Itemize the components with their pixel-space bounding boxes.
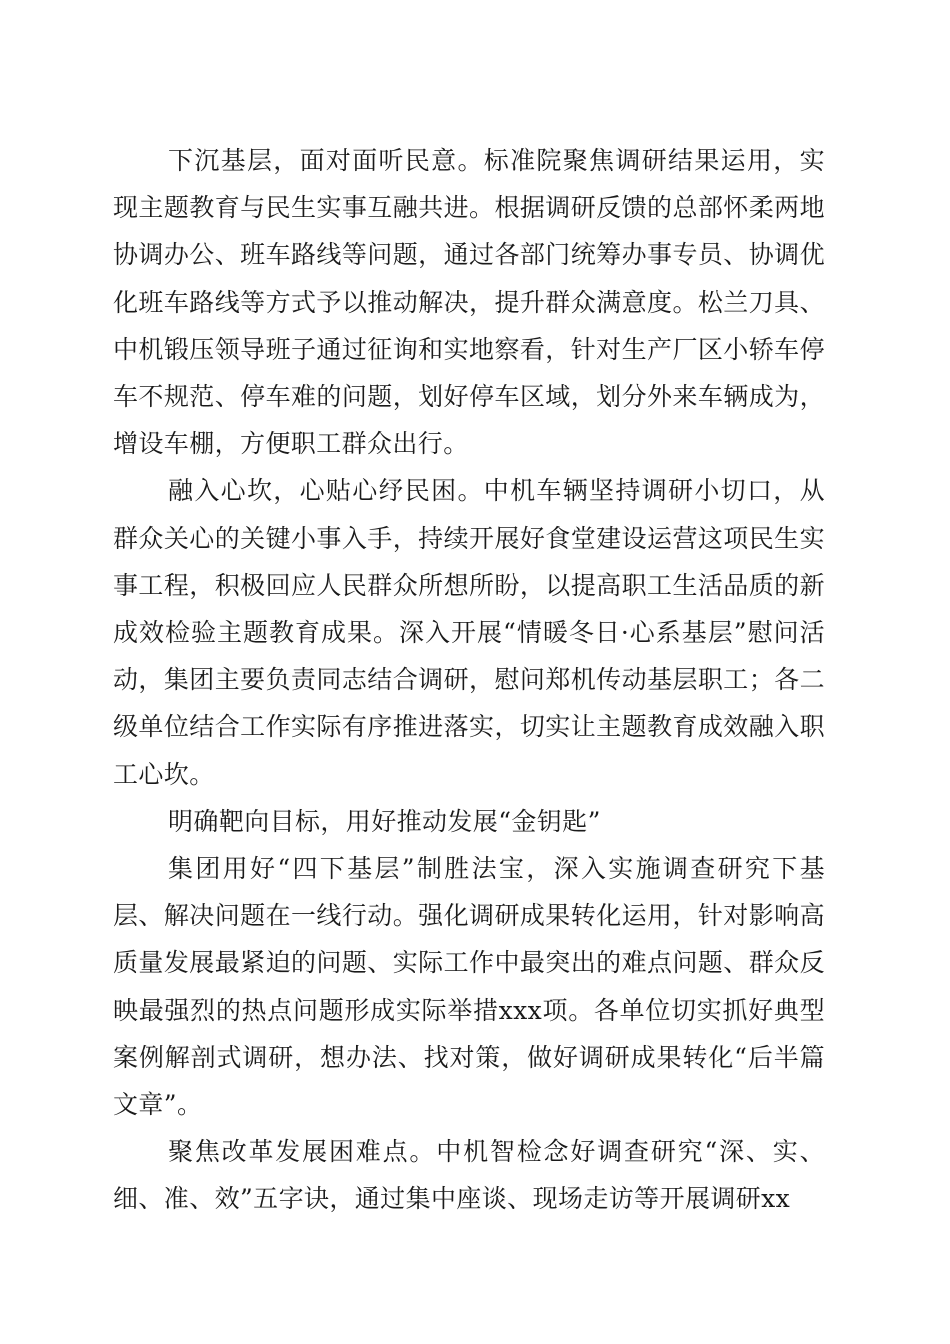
document-body xyxy=(113,137,825,1223)
paragraph-grassroots: 下沉基层，面对面听民意。标准院聚焦调研结果运用，实现主题教育与民生实事互融共进。根据调研反馈的总部怀柔两地协调办公、班车路线等问题，通过各部门统筹办事专员、协调优化班车路线等方式予以推动解决，提升群众满意度。松兰刀具、中机锻压领导班子通过征询和实地察看，针对生产厂区小轿车停车不规范、停车难的问题，划好停车区域，划分外来车辆成为，增设车棚，方便职工群众出行。 xyxy=(113,146,825,459)
paragraph-reform-difficulties: 聚焦改革发展困难点。中机智检念好调查研究“深、实、细、准、效”五字诀，通过集中座谈、现场走访等开展调研xx xyxy=(113,1137,825,1214)
paragraph-heart: 融入心坎，心贴心纾民困。中机车辆坚持调研小切口，从群众关心的关键小事入手，持续开展好食堂建设运营这项民生实事工程，积极回应人民群众所想所盼，以提高职工生活品质的新成效检验主题教育成果。深入开展“情暖冬日·心系基层”慰问活动，集团主要负责同志结合调研，慰问郑机传动基层职工；各二级单位结合工作实际有序推进落实，切实让主题教育成效融入职工心坎。 xyxy=(113,476,825,789)
section-heading: 明确靶向目标，用好推动发展“金钥匙” xyxy=(168,806,601,836)
paragraph-group-practice: 集团用好“四下基层”制胜法宝，深入实施调查研究下基层、解决问题在一线行动。强化调研成果转化运用，针对影响高质量发展最紧迫的问题、实际工作中最突出的难点问题、群众反映最强烈的热点问题形成实际举措xxx项。各单位切实抓好典型案例解剖式调研，想办法、找对策，做好调研成果转化“后半篇文章”。 xyxy=(113,854,825,1120)
